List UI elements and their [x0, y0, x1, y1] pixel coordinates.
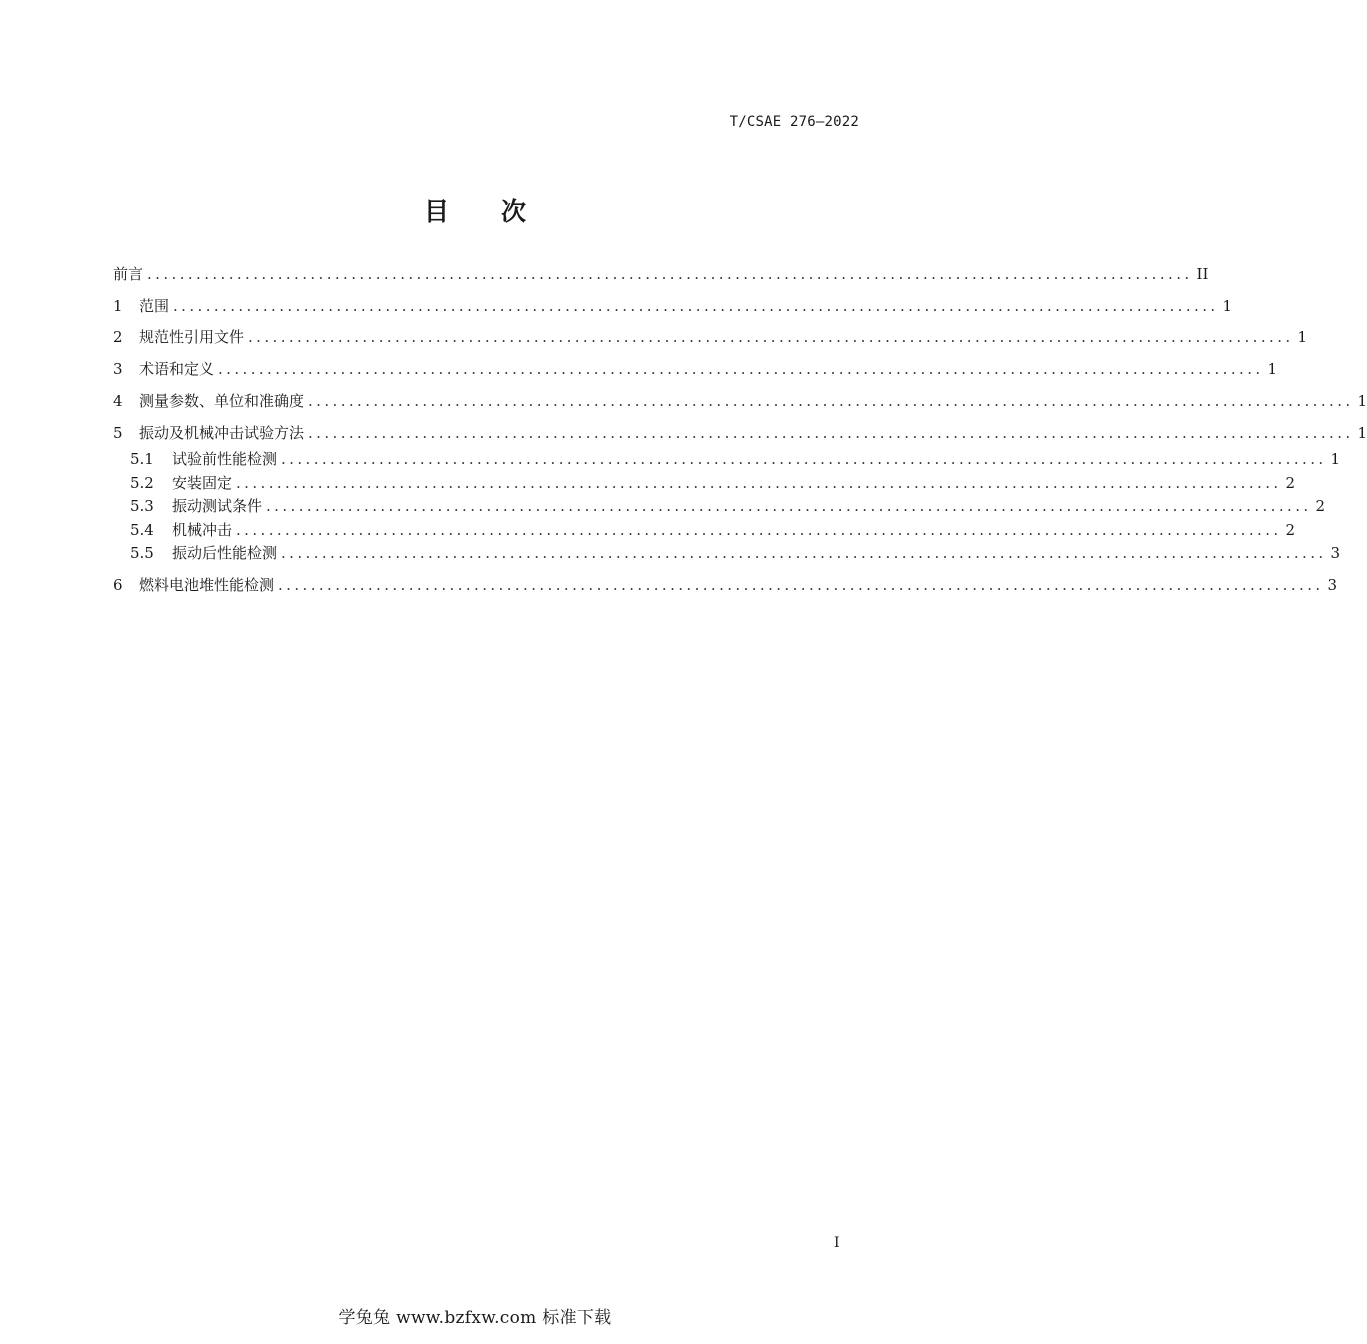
- toc-entry-number: 4: [113, 392, 123, 410]
- toc-entry-page: 2: [1285, 474, 1296, 492]
- toc-entry-label: 前言: [113, 265, 144, 283]
- toc-entry-5-5[interactable]: [130, 542, 1341, 564]
- toc-entry-page: 1: [1357, 424, 1367, 442]
- toc-leader-dots: ................................................................................................................................: [248, 328, 1294, 346]
- toc-leader-dots: ................................................................................................................................: [281, 544, 1327, 562]
- toc-entry-number: 5: [113, 424, 123, 442]
- toc-leader-dots: ................................................................................................................................: [236, 474, 1282, 492]
- toc-entry-label: 机械冲击: [172, 521, 233, 539]
- toc-entry-page: 1: [1297, 328, 1308, 346]
- toc-entry-page: 1: [1330, 450, 1341, 468]
- toc-leader-dots: ................................................................................................................................: [147, 265, 1193, 283]
- toc-entry-5-3[interactable]: [130, 495, 1326, 517]
- toc-leader-dots: ................................................................................................................................: [308, 392, 1354, 410]
- toc-leader-dots: ................................................................................................................................: [218, 360, 1264, 378]
- toc-entry-5-2[interactable]: [130, 472, 1296, 494]
- toc-entry-2[interactable]: [113, 326, 1308, 348]
- standard-code: T/CSAE 276—2022: [729, 114, 859, 130]
- toc-entry-page: II: [1196, 265, 1209, 283]
- toc-leader-dots: ................................................................................................................................: [266, 497, 1312, 515]
- toc-leader-dots: ................................................................................................................................: [308, 424, 1354, 442]
- page-title: [0, 192, 950, 228]
- toc-entry-label: 振动测试条件: [172, 497, 263, 515]
- toc-entry-label: 振动后性能检测: [172, 544, 278, 562]
- toc-entry-page: 3: [1330, 544, 1341, 562]
- toc-entry-label: 术语和定义: [139, 360, 215, 378]
- toc-entry-number: 5.4: [130, 521, 154, 539]
- toc-entry-page: 2: [1315, 497, 1326, 515]
- toc-leader-dots: ................................................................................................................................: [236, 521, 1282, 539]
- toc-entry-label: 规范性引用文件: [139, 328, 245, 346]
- toc-entry-number: 5.5: [130, 544, 154, 562]
- toc-entry-5-1[interactable]: [130, 448, 1341, 470]
- toc-leader-dots: ................................................................................................................................: [278, 576, 1324, 594]
- toc-leader-dots: ................................................................................................................................: [281, 450, 1327, 468]
- footer-watermark: 学兔兔 www.bzfxw.com 标准下载: [338, 1308, 612, 1328]
- toc-entry-number: 5.2: [130, 474, 154, 492]
- toc-entry-number: 1: [113, 297, 123, 315]
- toc-entry-label: 振动及机械冲击试验方法: [139, 424, 305, 442]
- toc-entry-number: 5.1: [130, 450, 154, 468]
- toc-entry-label: 范围: [139, 297, 170, 315]
- toc-entry-number: 2: [113, 328, 123, 346]
- toc-entry-label: 安装固定: [172, 474, 233, 492]
- title-part1: 目: [423, 197, 449, 226]
- toc-leader-dots: ................................................................................................................................: [173, 297, 1219, 315]
- toc-entry-5[interactable]: [113, 422, 1367, 444]
- toc-entry-3[interactable]: [113, 358, 1278, 380]
- toc-entry-page: 2: [1285, 521, 1296, 539]
- toc-entry-page: 1: [1222, 297, 1233, 315]
- toc-entry-label: 燃料电池堆性能检测: [139, 576, 275, 594]
- title-part2: 次: [501, 197, 527, 226]
- toc-entry-number: 5.3: [130, 497, 154, 515]
- toc-entry-page: 1: [1357, 392, 1367, 410]
- toc-entry-page: 1: [1267, 360, 1278, 378]
- toc-entry-label: 试验前性能检测: [172, 450, 278, 468]
- toc-entry-page: 3: [1327, 576, 1338, 594]
- toc-entry-foreword[interactable]: [113, 263, 1209, 285]
- toc-entry-4[interactable]: [113, 390, 1367, 412]
- toc-entry-label: 测量参数、单位和准确度: [139, 392, 305, 410]
- toc-entry-number: 3: [113, 360, 123, 378]
- toc-entry-1[interactable]: [113, 295, 1233, 317]
- toc-entry-number: 6: [113, 576, 123, 594]
- page-number: I: [834, 1235, 840, 1251]
- toc-entry-5-4[interactable]: [130, 519, 1296, 541]
- toc-entry-6[interactable]: [113, 574, 1338, 596]
